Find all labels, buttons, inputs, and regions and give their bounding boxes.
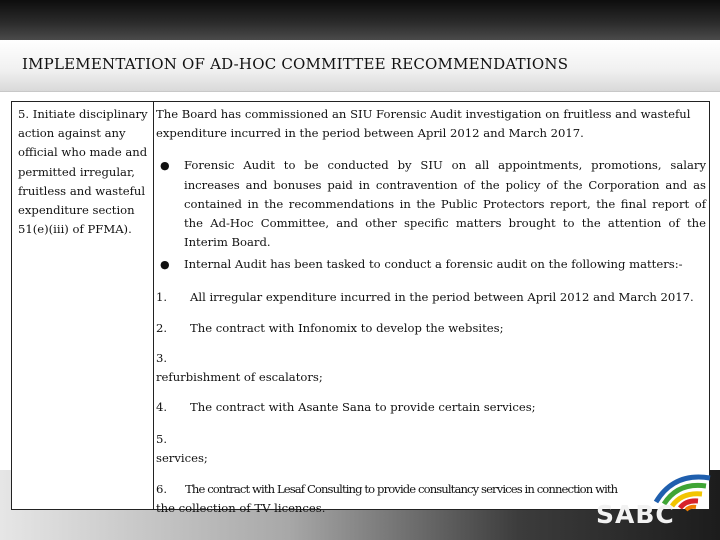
item-text: All irregular expenditure incurred in the period between April 2012 and March 2017. [190, 289, 694, 304]
numbered-item [156, 398, 706, 417]
item-number: 2. [156, 320, 168, 335]
item-number: 1. [156, 289, 168, 304]
item-text-continued: the collection of TV licences. [156, 501, 326, 516]
bullet-item [156, 255, 706, 274]
bullet-dot-icon: ● [160, 159, 170, 173]
bullet-text: Forensic Audit to be conducted by SIU on all appointments, promotions, salary increases and bonuses paid in contravention of the policy of the Corporation and as contained in the recommendations in the Public Protectors report, the final report of the Ad-Hoc Committee, and other specific matters brought to the attention of the Interim Board. [184, 158, 706, 250]
bullet-text: Internal Audit has been tasked to conduct a forensic audit on the following matters:- [184, 257, 683, 272]
numbered-item [156, 430, 706, 468]
item-number: 6. [156, 482, 168, 497]
recommendation-cell: 5. Initiate disciplinary action against any official who made and permitted irregular, fruitless and wasteful expenditure section 51(e)(iii) of PFMA). [18, 107, 148, 237]
logo-text: SABC [596, 500, 675, 529]
item-text: The contract with Asante Sana to provide certain services; [190, 400, 536, 415]
column-divider [153, 102, 154, 509]
implementation-cell [156, 105, 706, 518]
intro-paragraph: The Board has commissioned an SIU Forensic Audit investigation on fruitless and wasteful expenditure incurred in the period between April 2012 and March 2017. [156, 107, 691, 141]
item-text: The contract with Infonomix to develop the websites; [190, 320, 504, 335]
item-number: 4. [156, 400, 168, 415]
numbered-item [156, 288, 706, 307]
page-title: IMPLEMENTATION OF AD-HOC COMMITTEE RECOMMENDATIONS [22, 55, 569, 73]
numbered-item [156, 319, 706, 338]
item-text: The contract with Lesaf Consulting to provide consultancy services in connection with [185, 482, 618, 497]
bullet-item [156, 156, 706, 252]
item-number: 3. [156, 351, 168, 366]
sabc-logo [594, 468, 714, 532]
numbered-item [156, 349, 706, 387]
bullet-dot-icon: ● [160, 258, 170, 272]
item-text: refurbishment of escalators; [156, 370, 323, 385]
item-text: services; [156, 450, 208, 465]
item-number: 5. [156, 431, 168, 446]
top-decor-band [0, 0, 720, 40]
